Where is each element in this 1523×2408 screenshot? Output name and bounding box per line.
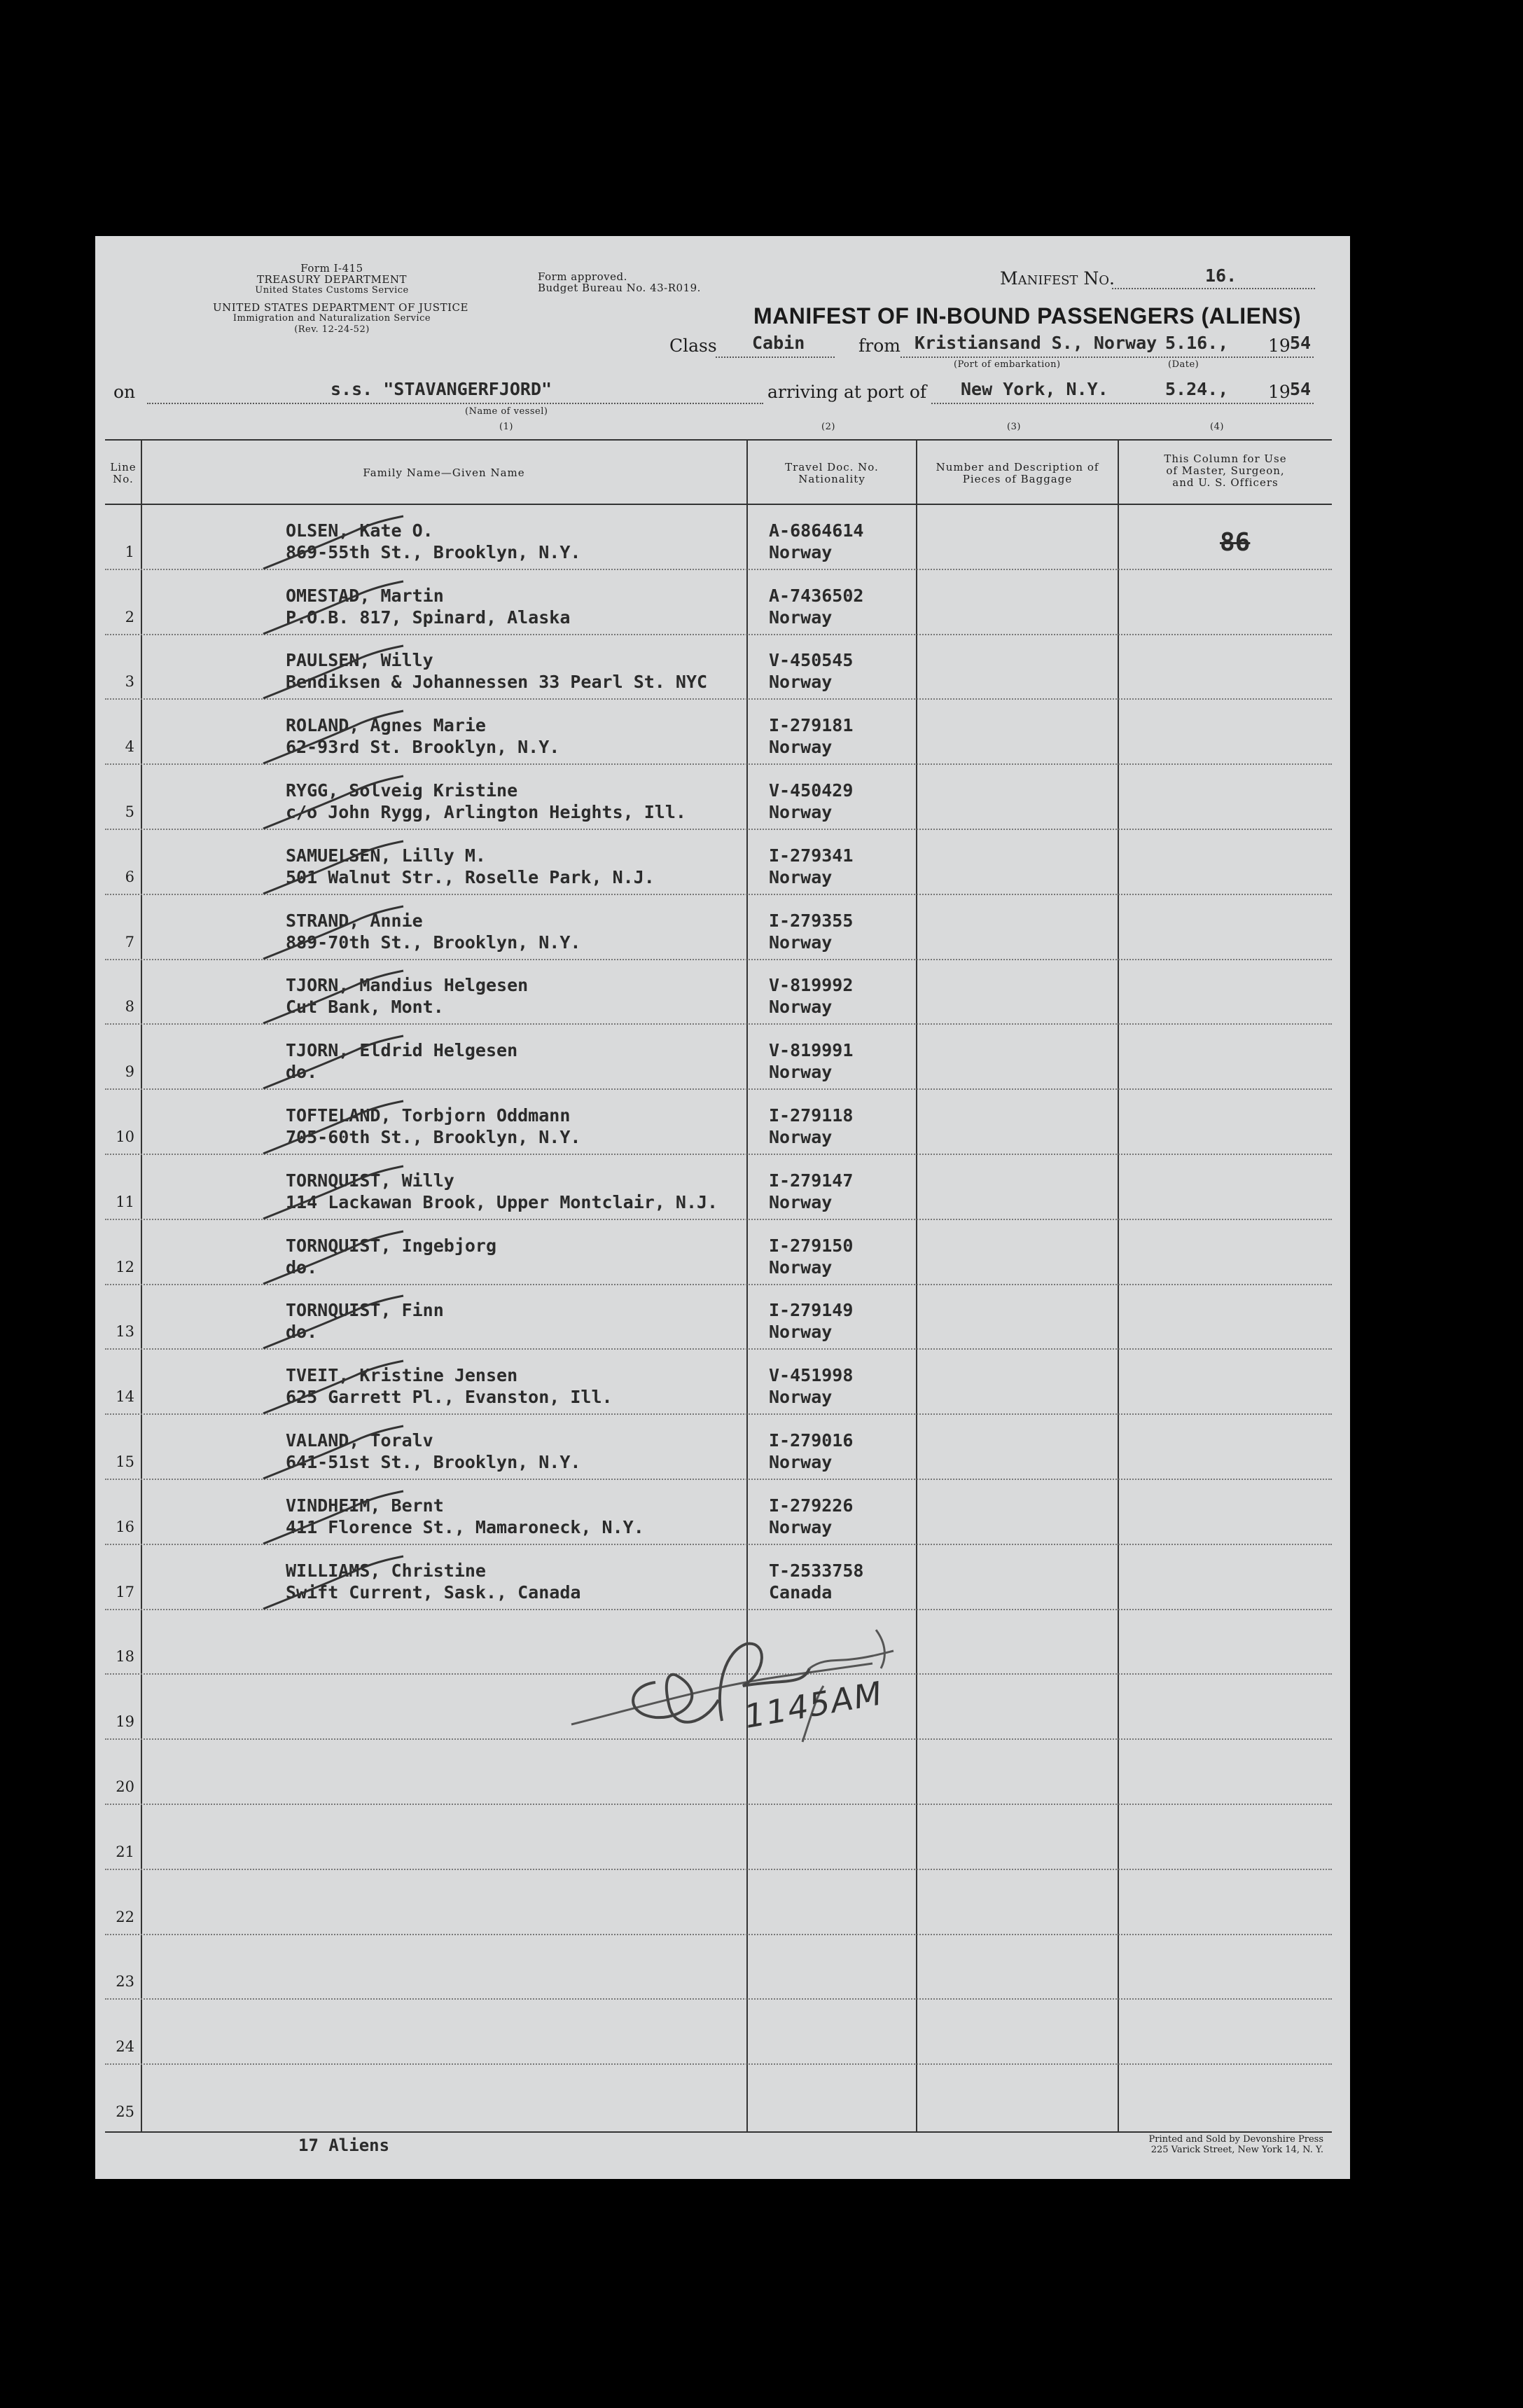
- passenger-name: OLSEN, Kate O.: [286, 520, 433, 541]
- line-number: 3: [125, 673, 134, 691]
- name-header: Family Name—Given Name: [363, 466, 525, 479]
- check-mark: [256, 1098, 508, 1161]
- officer-note: 86: [1220, 527, 1251, 557]
- travel-doc-number: A-6864614: [769, 520, 864, 541]
- passenger-address: c/o John Rygg, Arlington Heights, Ill.: [286, 801, 686, 822]
- passenger-address: do.: [286, 1257, 318, 1278]
- form-number: Form I-415: [300, 262, 363, 275]
- passenger-address: Bendiksen & Johannessen 33 Pearl St. NYC: [286, 672, 708, 693]
- line-number: 23: [116, 1973, 134, 1991]
- form-revision: (Rev. 12-24-52): [294, 324, 370, 335]
- nationality: Canada: [769, 1582, 833, 1603]
- arrival-date: 5.24.,: [1165, 379, 1229, 399]
- passenger-address: do.: [286, 1062, 318, 1083]
- check-mark: [256, 1357, 508, 1420]
- line-number: 9: [125, 1063, 134, 1081]
- table-row: [95, 1935, 1350, 2000]
- travel-doc-cell: [769, 1299, 853, 1343]
- column-number: (1): [499, 422, 513, 432]
- line-number: 13: [116, 1323, 134, 1341]
- passenger-name: TJORN, Mandius Helgesen: [286, 975, 529, 996]
- table-row: [95, 895, 1350, 960]
- table-row: [95, 2000, 1350, 2065]
- travel-doc-cell: [769, 910, 853, 953]
- passenger-name: RYGG, Solveig Kristine: [286, 780, 518, 801]
- check-mark: [256, 773, 508, 836]
- line-number: 25: [116, 2103, 134, 2120]
- arrival-line: [931, 403, 1314, 404]
- justice-dept: UNITED STATES DEPARTMENT OF JUSTICE: [213, 301, 468, 314]
- embarkation-port: Kristiansand S., Norway: [915, 333, 1157, 353]
- line-number: 15: [116, 1453, 134, 1470]
- line-number: 5: [125, 803, 134, 820]
- passenger-address: 869-55th St., Brooklyn, N.Y.: [286, 541, 581, 562]
- line-number: 22: [116, 1908, 134, 1925]
- table-row: [95, 1285, 1350, 1350]
- table-row: [95, 505, 1350, 570]
- travel-doc-number: I-279149: [769, 1300, 854, 1321]
- line-number: 19: [116, 1713, 134, 1731]
- travel-doc-number: I-279150: [769, 1235, 854, 1256]
- nationality: Norway: [769, 737, 833, 758]
- nationality: Norway: [769, 1451, 833, 1472]
- travel-doc-number: I-279341: [769, 845, 854, 866]
- treasury-dept: TREASURY DEPARTMENT: [257, 273, 407, 286]
- table-row: [95, 700, 1350, 765]
- from-label: from: [858, 335, 900, 356]
- travel-doc-cell: [769, 1105, 853, 1148]
- check-mark: [256, 642, 508, 705]
- line-number: 14: [116, 1388, 134, 1406]
- vessel-name: s.s. "STAVANGERFJORD": [331, 379, 552, 399]
- table-row: [95, 1805, 1350, 1870]
- date-caption: (Date): [1168, 359, 1199, 370]
- travel-doc-cell: [769, 1364, 853, 1408]
- travel-doc-cell: [769, 780, 853, 823]
- nationality: Norway: [769, 866, 833, 887]
- check-mark: [256, 967, 508, 1030]
- passenger-address: 705-60th St., Brooklyn, N.Y.: [286, 1126, 581, 1147]
- passenger-name: TVEIT, Kristine Jensen: [286, 1365, 518, 1386]
- passenger-name: TORNQUIST, Ingebjorg: [286, 1235, 497, 1256]
- form-approved: Form approved.: [538, 270, 627, 283]
- passenger-address: 625 Garrett Pl., Evanston, Ill.: [286, 1387, 613, 1408]
- line-number: 12: [116, 1258, 134, 1275]
- table-row: [95, 1870, 1350, 1935]
- arriving-label: arriving at port of: [767, 382, 927, 402]
- nationality: Norway: [769, 997, 833, 1018]
- line-number: 21: [116, 1843, 134, 1860]
- nationality: Norway: [769, 541, 833, 562]
- travel-doc-cell: [769, 585, 863, 628]
- table-row: [95, 1415, 1350, 1480]
- passenger-name: ROLAND, Agnes Marie: [286, 715, 486, 736]
- travel-doc-number: I-279226: [769, 1495, 854, 1516]
- table-row: [95, 830, 1350, 895]
- nationality: Norway: [769, 1322, 833, 1343]
- passenger-name: VINDHEIM, Bernt: [286, 1495, 444, 1516]
- passenger-name: PAULSEN, Willy: [286, 650, 433, 671]
- passenger-address: 411 Florence St., Mamaroneck, N.Y.: [286, 1516, 644, 1537]
- passenger-name: WILLIAMS, Christine: [286, 1560, 486, 1581]
- line-number: 24: [116, 2038, 134, 2056]
- embarkation-caption: (Port of embarkation): [954, 359, 1061, 370]
- arrival-year-prefix: 19: [1268, 382, 1291, 402]
- table-row: [95, 1350, 1350, 1415]
- table-top-border: [105, 439, 1332, 441]
- check-mark: [256, 513, 508, 576]
- check-mark: [256, 903, 508, 966]
- class-label: Class: [669, 335, 717, 356]
- check-mark: [256, 1228, 508, 1291]
- nationality: Norway: [769, 1126, 833, 1147]
- travel-doc-number: V-450545: [769, 650, 854, 671]
- table-bottom-border: [105, 2131, 1332, 2133]
- arrival-time-handwritten: 1145AM: [741, 1674, 886, 1736]
- check-mark: [256, 1032, 508, 1095]
- nationality: Norway: [769, 1387, 833, 1408]
- vessel-line: [147, 403, 763, 404]
- check-mark: [256, 1488, 508, 1551]
- passenger-name: SAMUELSEN, Lilly M.: [286, 845, 486, 866]
- class-value: Cabin: [752, 333, 805, 353]
- table-row: [95, 570, 1350, 635]
- line-number: 18: [116, 1648, 134, 1666]
- check-mark: [256, 707, 508, 770]
- line-number: 7: [125, 933, 134, 950]
- customs-service: United States Customs Service: [255, 285, 409, 296]
- nationality: Norway: [769, 932, 833, 953]
- nationality: Norway: [769, 1257, 833, 1278]
- check-mark: [256, 838, 508, 901]
- travel-doc-cell: [769, 1495, 853, 1538]
- passenger-address: 501 Walnut Str., Roselle Park, N.J.: [286, 866, 655, 887]
- line-number: 20: [116, 1778, 134, 1795]
- travel-doc-cell: [769, 714, 853, 758]
- officers-header: This Column for Use of Master, Surgeon, and U. S. Officers: [1164, 452, 1287, 489]
- table-row: [95, 1220, 1350, 1285]
- table-row: [95, 1480, 1350, 1545]
- page-title: MANIFEST OF IN-BOUND PASSENGERS (ALIENS): [753, 303, 1302, 328]
- line-no-header: Line No.: [110, 461, 137, 485]
- travel-doc-number: I-279118: [769, 1105, 854, 1126]
- passenger-address: Swift Current, Sask., Canada: [286, 1582, 581, 1603]
- travel-doc-cell: [769, 1170, 853, 1213]
- travel-doc-number: I-279147: [769, 1170, 854, 1191]
- table-row: [95, 1090, 1350, 1155]
- travel-doc-cell: [769, 1560, 863, 1603]
- vessel-caption: (Name of vessel): [465, 406, 548, 417]
- travel-doc-cell: [769, 520, 863, 563]
- passenger-name: TORNQUIST, Willy: [286, 1170, 454, 1191]
- column-number: (3): [1007, 422, 1021, 432]
- travel-doc-cell: [769, 1039, 853, 1083]
- passenger-name: VALAND, Toralv: [286, 1430, 433, 1451]
- budget-bureau: Budget Bureau No. 43-R019.: [538, 282, 701, 294]
- nationality: Norway: [769, 607, 833, 628]
- travel-doc-number: I-279016: [769, 1430, 854, 1451]
- nationality: Norway: [769, 801, 833, 822]
- table-row: [95, 1545, 1350, 1610]
- line-number: 2: [125, 608, 134, 625]
- ins-service: Immigration and Naturalization Service: [232, 313, 431, 324]
- column-number: (4): [1210, 422, 1224, 432]
- line-number: 11: [116, 1193, 134, 1210]
- travel-doc-number: A-7436502: [769, 585, 864, 606]
- line-number: 6: [125, 868, 134, 885]
- form-approval: [538, 271, 701, 293]
- passenger-name: STRAND, Annie: [286, 910, 423, 931]
- travel-doc-number: I-279181: [769, 715, 854, 736]
- table-row: [95, 635, 1350, 700]
- nationality: Norway: [769, 1062, 833, 1083]
- travel-doc-cell: [769, 845, 853, 888]
- nationality: Norway: [769, 1191, 833, 1212]
- printer-info: Printed and Sold by Devonshire Press 225 Varick Street, New York 14, N. Y.: [1148, 2134, 1323, 2155]
- table-row: [95, 1025, 1350, 1090]
- check-mark: [256, 1292, 508, 1355]
- passenger-address: 114 Lackawan Brook, Upper Montclair, N.J.: [286, 1191, 718, 1212]
- check-mark: [256, 578, 508, 641]
- column-number: (2): [821, 422, 835, 432]
- travel-doc-header: Travel Doc. No. Nationality: [785, 461, 879, 485]
- departure-year: 54: [1290, 333, 1312, 353]
- line-number: 8: [125, 998, 134, 1016]
- travel-doc-number: V-819992: [769, 975, 854, 996]
- check-mark: [256, 1163, 508, 1226]
- inspector-signature: [557, 1602, 950, 1784]
- line-number: 4: [125, 738, 134, 756]
- table-row: [95, 1155, 1350, 1220]
- manifest-number-label: Manifest No.: [1000, 268, 1115, 289]
- departure-year-prefix: 19: [1268, 335, 1291, 356]
- line-number: 17: [116, 1583, 134, 1600]
- line-number: 16: [116, 1518, 134, 1535]
- table-row: [95, 765, 1350, 830]
- passenger-address: Cut Bank, Mont.: [286, 997, 444, 1018]
- table-row: [95, 2065, 1350, 2130]
- travel-doc-cell: [769, 974, 853, 1018]
- passenger-name: TJORN, Eldrid Helgesen: [286, 1040, 518, 1061]
- passenger-address: 62-93rd St. Brooklyn, N.Y.: [286, 737, 560, 758]
- manifest-number: 16.: [1205, 265, 1237, 286]
- passenger-address: do.: [286, 1322, 318, 1343]
- form-info-block: [213, 262, 468, 335]
- arrival-port: New York, N.Y.: [961, 379, 1108, 399]
- travel-doc-cell: [769, 1235, 853, 1278]
- passenger-name: TORNQUIST, Finn: [286, 1300, 444, 1321]
- arrival-year: 54: [1290, 379, 1312, 399]
- check-mark: [256, 1423, 508, 1486]
- check-mark: [256, 1553, 508, 1616]
- travel-doc-number: T-2533758: [769, 1560, 864, 1581]
- nationality: Norway: [769, 1516, 833, 1537]
- passenger-name: TOFTELAND, Torbjorn Oddmann: [286, 1105, 571, 1126]
- passenger-address: P.O.B. 817, Spinard, Alaska: [286, 607, 571, 628]
- passenger-address: 889-70th St., Brooklyn, N.Y.: [286, 932, 581, 953]
- nationality: Norway: [769, 672, 833, 693]
- total-aliens: 17 Aliens: [298, 2136, 390, 2155]
- passenger-address: 641-51st St., Brooklyn, N.Y.: [286, 1451, 581, 1472]
- from-line: [900, 357, 1314, 358]
- manifest-page: [95, 236, 1350, 2179]
- table-row: [95, 960, 1350, 1025]
- line-number: 1: [125, 543, 134, 560]
- class-line: [716, 357, 835, 358]
- line-number: 10: [116, 1128, 134, 1145]
- baggage-header: Number and Description of Pieces of Baggage: [936, 461, 1099, 485]
- departure-date: 5.16.,: [1165, 333, 1229, 353]
- travel-doc-number: I-279355: [769, 910, 854, 931]
- travel-doc-number: V-450429: [769, 780, 854, 801]
- travel-doc-number: V-819991: [769, 1040, 854, 1061]
- travel-doc-cell: [769, 1430, 853, 1473]
- on-label: on: [113, 382, 136, 402]
- passenger-name: OMESTAD, Martin: [286, 585, 444, 606]
- travel-doc-cell: [769, 649, 853, 693]
- travel-doc-number: V-451998: [769, 1365, 854, 1386]
- manifest-number-line: [1112, 288, 1315, 289]
